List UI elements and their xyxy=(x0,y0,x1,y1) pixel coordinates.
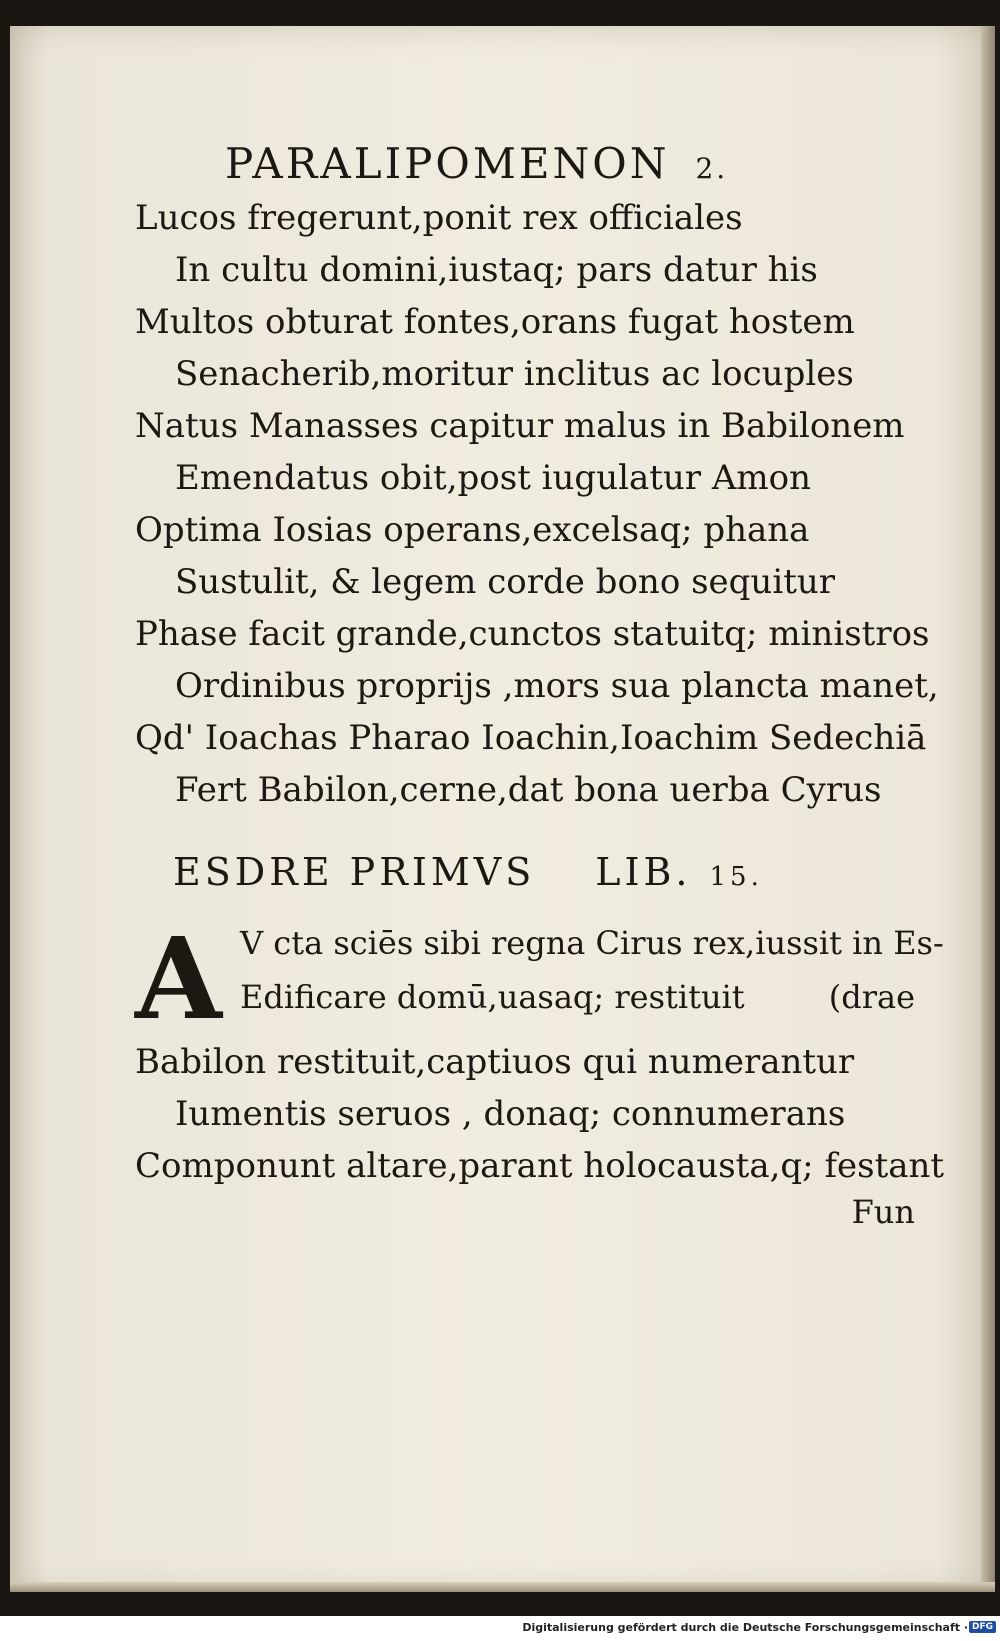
initial-block xyxy=(135,914,944,1045)
footer-credit: Digitalisierung gefördert durch die Deutsche Forschungsgemeinschaft · xyxy=(522,1621,968,1634)
drop-initial: A xyxy=(135,914,222,1045)
running-head-title: PARALIPOMENON xyxy=(225,139,670,188)
page-edge-bottom xyxy=(10,1582,995,1592)
turnover-text: (drae xyxy=(828,978,915,1016)
verses-top xyxy=(135,192,939,816)
page-edge-right xyxy=(981,26,995,1592)
verse-line: Multos obturat fontes,orans fugat hostem xyxy=(135,302,855,342)
section-lib: LIB. xyxy=(595,850,692,894)
verse-line: Optima Iosias operans,excelsaq; phana xyxy=(135,510,810,550)
verse-line: Babilon restituit,captiuos qui numerantur xyxy=(135,1042,855,1082)
verse-line: Senacherib,moritur inclitus ac locuples xyxy=(175,354,854,394)
section-title: ESDRE PRIMVS xyxy=(173,850,536,894)
verse-line: In cultu domini,iustaq; pars datur his xyxy=(175,250,818,290)
running-head-number: 2. xyxy=(695,152,729,185)
verse-line: Sustulit, & legem corde bono sequitur xyxy=(175,562,836,602)
dfg-logo: DFG xyxy=(969,1621,996,1633)
verse-line: Componunt altare,parant holocausta,q; festant xyxy=(135,1146,945,1186)
verse-line: Iumentis seruos , donaq; connumerans xyxy=(175,1094,846,1134)
section-heading xyxy=(135,842,915,902)
running-head xyxy=(225,136,915,192)
book-page xyxy=(10,26,995,1592)
verse-line: Fert Babilon,cerne,dat bona uerba Cyrus xyxy=(175,770,882,810)
verse-line: Natus Manasses capitur malus in Babilonem xyxy=(135,406,905,446)
section-number: 15. xyxy=(709,862,763,892)
catchword: Fun xyxy=(851,1193,915,1231)
verse-line: Qd' Ioachas Pharao Ioachin,Ioachim Sedechiā xyxy=(135,718,927,758)
verses-bottom xyxy=(135,1036,945,1192)
verse-line: Ordinibus proprijs ,mors sua plancta manet, xyxy=(175,666,939,706)
initial-line-1: V cta sciēs sibi regna Cirus rex,iussit in Es- xyxy=(240,924,944,962)
verse-line: Lucos fregerunt,ponit rex officiales xyxy=(135,198,743,238)
initial-line-2: Edificare domū,uasaq; restituit xyxy=(240,978,745,1016)
text-block xyxy=(135,136,945,1232)
footer-bar xyxy=(0,1616,1000,1641)
verse-line: Emendatus obit,post iugulatur Amon xyxy=(175,458,812,498)
verse-line: Phase facit grande,cunctos statuitq; ministros xyxy=(135,614,930,654)
